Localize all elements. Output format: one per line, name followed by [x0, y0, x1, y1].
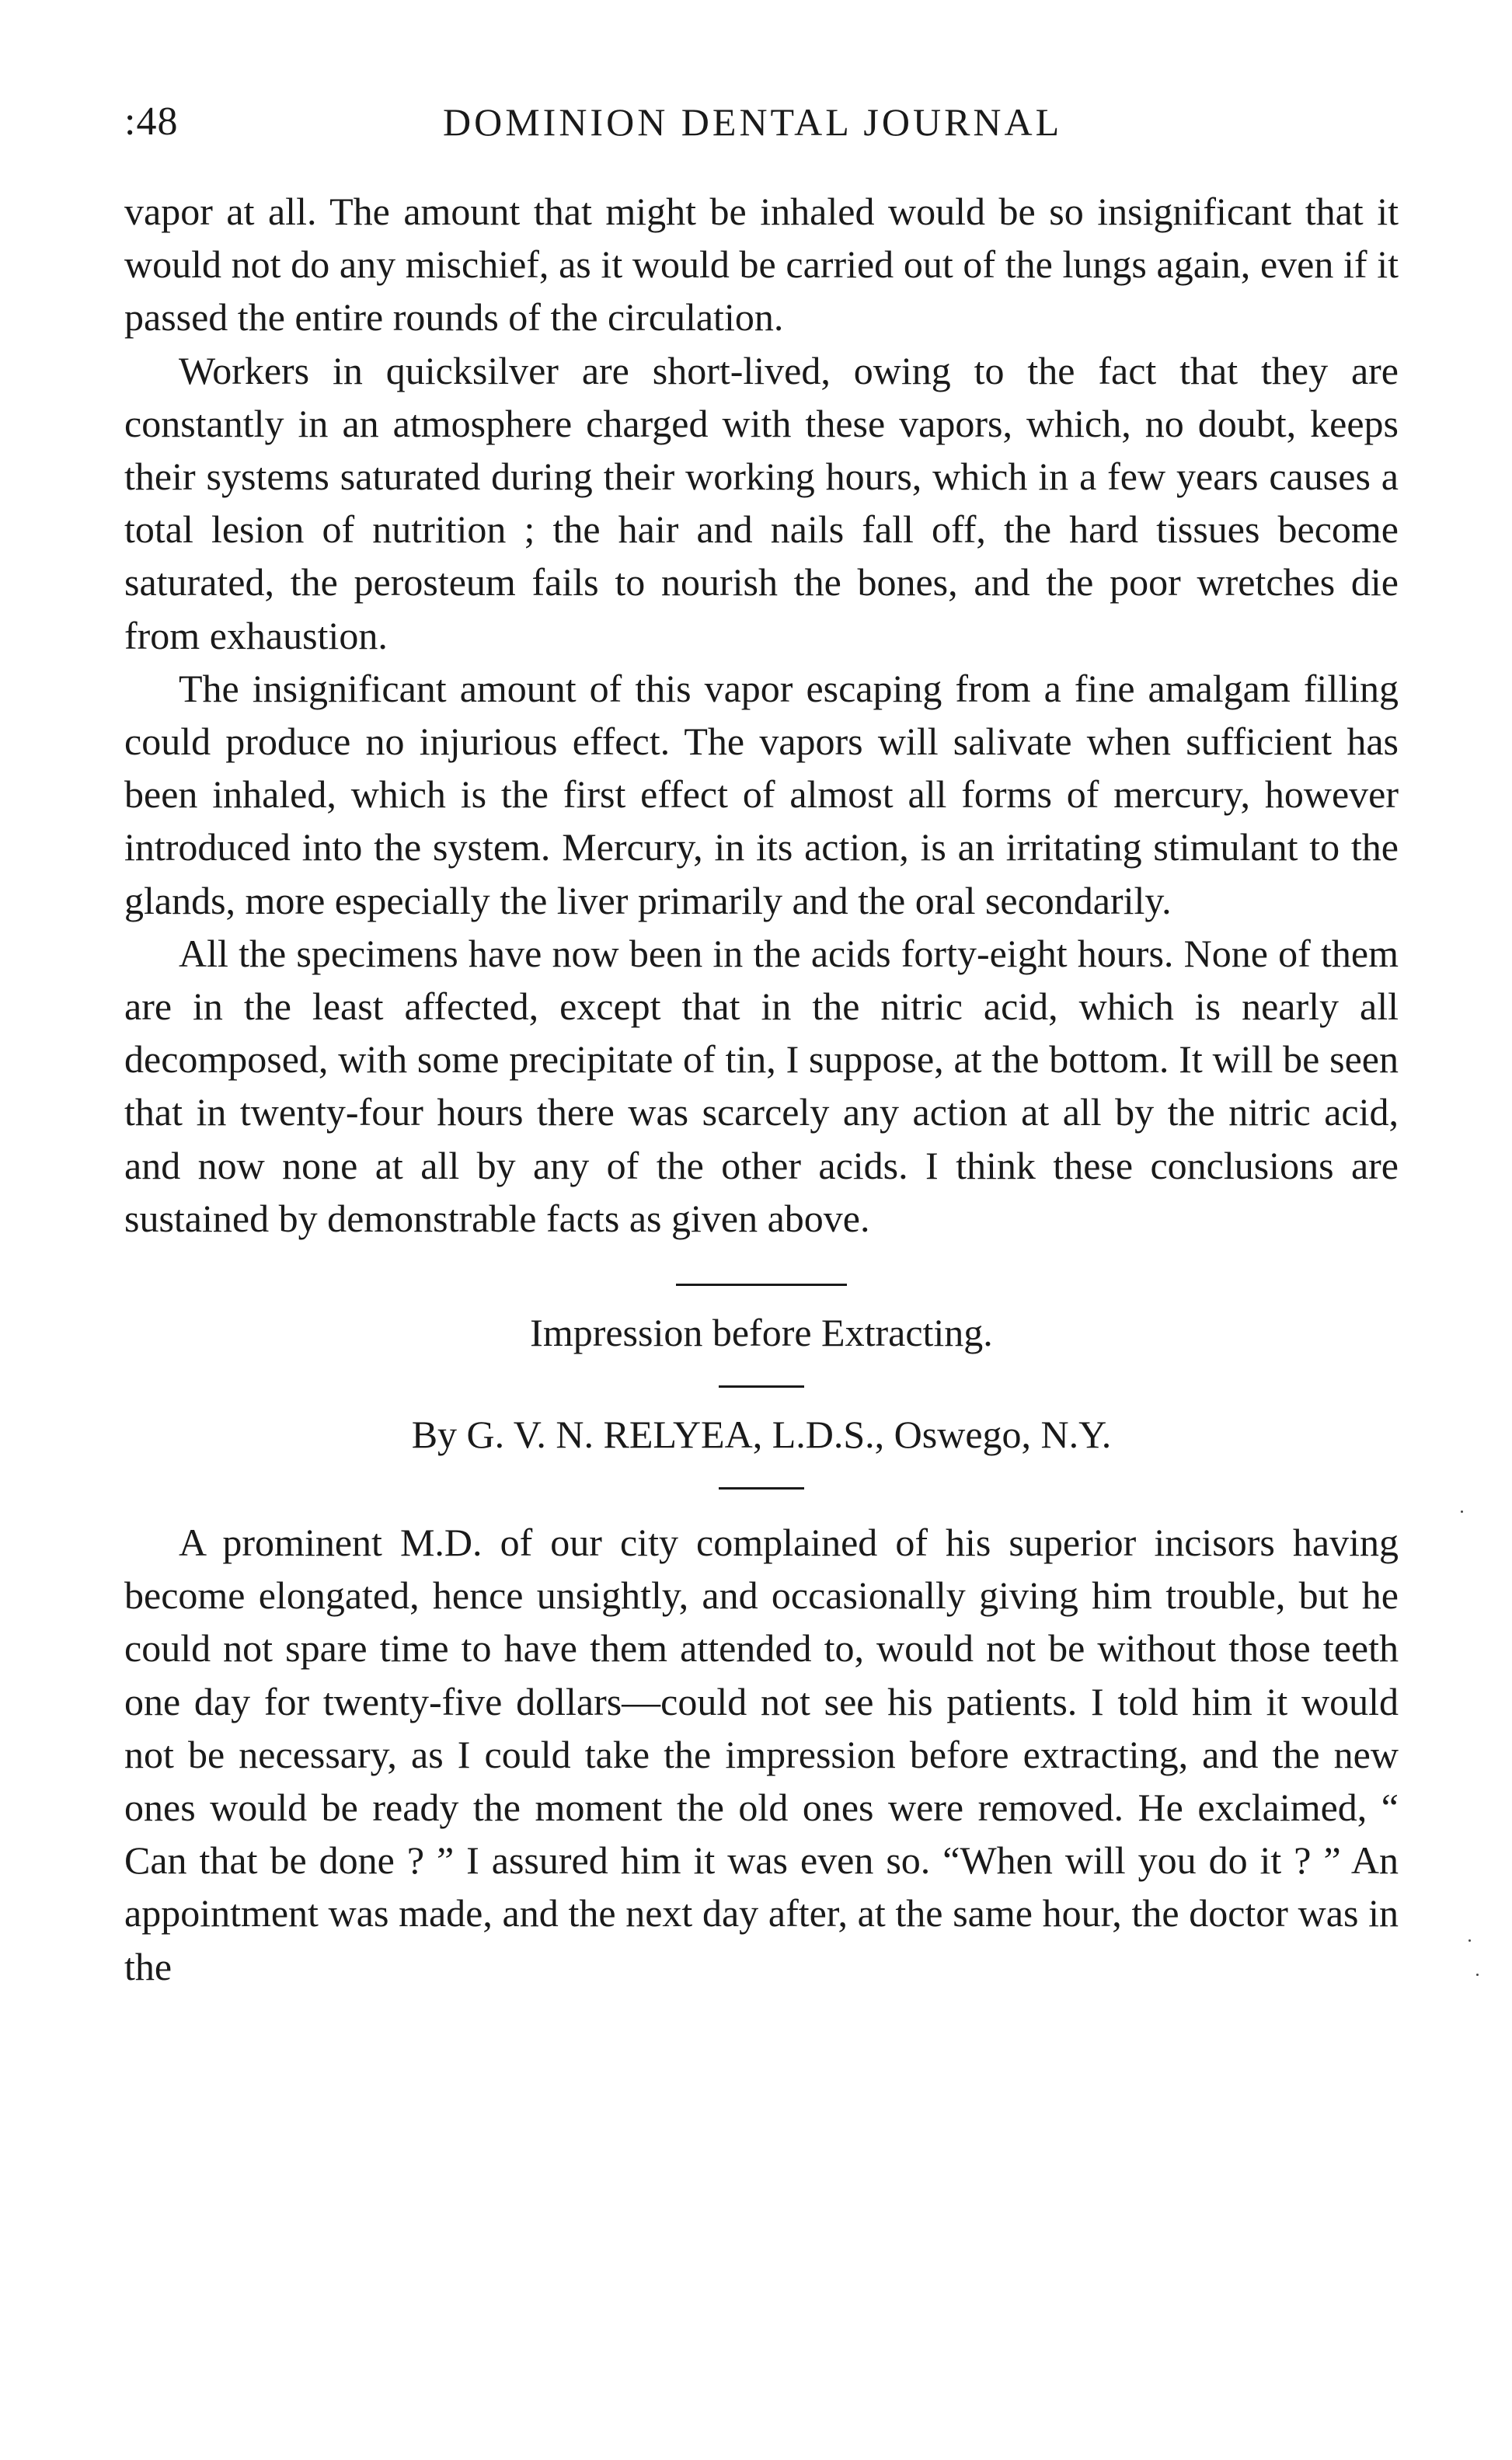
- paragraph: A prominent M.D. of our city complained of his superior incisors having become elongated, hence unsightly, and occasionally giving him trouble, but he could not spare time to have them attended to, would not be without those teeth one day for twenty-five dollars—could not see his patients. I told him it would not be necessary, as I could take the impression before extracting, and the new ones would be ready the moment the old ones were removed. He exclaimed, “ Can that be done ? ” I assured him it was even so. “When will you do it ? ” An appointment was made, and the next day after, at the same hour, the doctor was in the: [124, 1521, 1399, 1988]
- paragraph: All the specimens have now been in the acids forty-eight hours. None of them are in the least affected, except that in the nitric acid, which is nearly all decomposed, with some precipitate of tin, I suppose, at the bottom. It will be seen that in twenty-four hours there was scarcely any action at all by the nitric acid, and now none at all by any of the other acids. I think these conclusions are sustained by demonstrable facts as given above.: [124, 931, 1399, 1240]
- running-head: DOMINION DENTAL JOURNAL: [443, 100, 1063, 144]
- section-divider: [676, 1284, 847, 1286]
- scan-speck: [1468, 1939, 1471, 1942]
- paragraph: vapor at all. The amount that might be inhaled would be so insignificant that it would not do any mischief, as it would be carried out of the lungs again, even if it passed the entire rounds of the circulation.: [124, 190, 1399, 340]
- scan-speck: [1461, 1510, 1463, 1513]
- paragraph: Workers in quicksilver are short-lived, owing to the fact that they are constantly in an atmosphere charged with these vapors, which, no doubt, keeps their systems saturated during their working hours, which in a few years causes a total lesion of nutrition ; the hair and nails fall off, the hard tissues become saturated, the perosteum fails to nourish the bones, and the poor wretches die from exhaustion.: [124, 348, 1399, 657]
- title-divider: [719, 1385, 804, 1388]
- article-body: [124, 1516, 1399, 1993]
- article-title: Impression before Extracting.: [530, 1311, 993, 1355]
- byline-divider: [719, 1487, 804, 1490]
- page-number: :48: [124, 99, 179, 144]
- scan-speck: [1476, 1974, 1479, 1976]
- page-body: [124, 185, 1399, 1993]
- paragraph: The insignificant amount of this vapor escaping from a fine amalgam filling could produce no injurious effect. The vapors will salivate when sufficient has been inhaled, which is the first effect of almost all forms of mercury, however introduced into the system. Mercury, in its action, is an irritating stimulant to the glands, more especially the liver primarily and the oral secondarily.: [124, 666, 1399, 922]
- article-byline: By G. V. N. RELYEA, L.D.S., Oswego, N.Y.: [411, 1413, 1112, 1457]
- page-header: [124, 95, 1399, 149]
